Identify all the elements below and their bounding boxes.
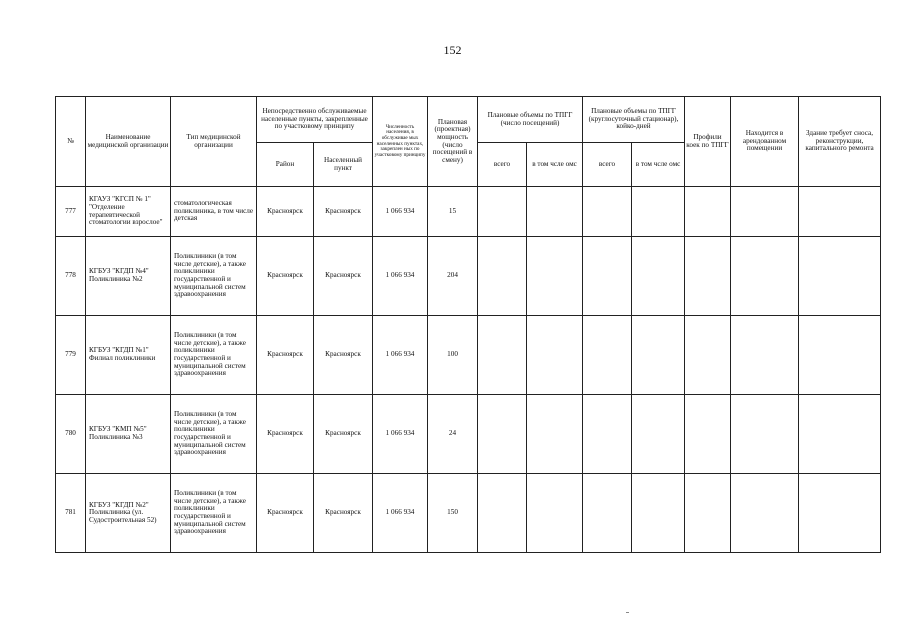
- visits-total: [478, 237, 527, 316]
- population: 1 066 934: [373, 237, 428, 316]
- header-visits: Плановые объемы по ТПГГ (число посещений): [478, 97, 583, 143]
- table-row: [56, 316, 881, 395]
- settlement: Красноярск: [314, 316, 373, 395]
- capacity: 15: [428, 187, 478, 237]
- capacity: 204: [428, 237, 478, 316]
- page-number: 152: [443, 43, 462, 57]
- visits-total: [478, 187, 527, 237]
- header-row-top: [56, 97, 881, 143]
- medical-organizations-table: [55, 96, 881, 553]
- org-type: Поликлиники (в том числе детские), а также поликлиники государственной и муниципальной систем здравоохранения: [171, 474, 257, 553]
- org-type: Поликлиники (в том числе детские), а также поликлиники государственной и муниципальной систем здравоохранения: [171, 395, 257, 474]
- capacity: 100: [428, 316, 478, 395]
- hospital-oms: [632, 187, 685, 237]
- header-district: Район: [257, 143, 314, 187]
- header-repair: Здание требует сноса, реконструкции, капитального ремонта: [799, 97, 881, 187]
- repair: [799, 316, 881, 395]
- visits-total: [478, 395, 527, 474]
- hospital-total: [583, 237, 632, 316]
- capacity: 24: [428, 395, 478, 474]
- hospital-total: [583, 395, 632, 474]
- hospital-oms: [632, 237, 685, 316]
- header-population: Численность населения, в обслуживае мых населенных пунктах, закреплен ных по участковому принципу: [373, 97, 428, 187]
- org-type: Поликлиники (в том числе детские), а также поликлиники государственной и муниципальной систем здравоохранения: [171, 237, 257, 316]
- header-hospital-total: всего: [583, 143, 632, 187]
- scan-speck: [626, 612, 629, 613]
- population: 1 066 934: [373, 395, 428, 474]
- header-hospital: Плановые объемы по ТПГГ (круглосуточный стационар), койко-дней: [583, 97, 685, 143]
- district: Красноярск: [257, 316, 314, 395]
- org-name: КГАУЗ "КГСП № 1" "Отделение терапевтической стоматологии взрослое": [86, 187, 171, 237]
- rented: [731, 474, 799, 553]
- header-org-name: Наименование медицинской организации: [86, 97, 171, 187]
- table-row: [56, 237, 881, 316]
- bed-profiles: [685, 237, 731, 316]
- visits-oms: [527, 316, 583, 395]
- population: 1 066 934: [373, 187, 428, 237]
- header-capacity: Плановая (проектная) мощность (число посещений в смену): [428, 97, 478, 187]
- rented: [731, 237, 799, 316]
- capacity: 150: [428, 474, 478, 553]
- visits-oms: [527, 187, 583, 237]
- table-row: [56, 187, 881, 237]
- row-number: 780: [56, 395, 86, 474]
- header-bed-profiles: Профили коек по ТПГГ: [685, 97, 731, 187]
- visits-oms: [527, 237, 583, 316]
- visits-oms: [527, 395, 583, 474]
- district: Красноярск: [257, 474, 314, 553]
- visits-total: [478, 474, 527, 553]
- header-visits-oms: в том чсле омс: [527, 143, 583, 187]
- header-settlement: Населенный пункт: [314, 143, 373, 187]
- hospital-total: [583, 187, 632, 237]
- population: 1 066 934: [373, 316, 428, 395]
- row-number: 778: [56, 237, 86, 316]
- rented: [731, 395, 799, 474]
- district: Красноярск: [257, 237, 314, 316]
- district: Красноярск: [257, 187, 314, 237]
- row-number: 781: [56, 474, 86, 553]
- repair: [799, 237, 881, 316]
- row-number: 779: [56, 316, 86, 395]
- header-visits-total: всего: [478, 143, 527, 187]
- rented: [731, 187, 799, 237]
- bed-profiles: [685, 187, 731, 237]
- hospital-oms: [632, 316, 685, 395]
- repair: [799, 395, 881, 474]
- visits-total: [478, 316, 527, 395]
- population: 1 066 934: [373, 474, 428, 553]
- header-hospital-oms: в том чсле омс: [632, 143, 685, 187]
- repair: [799, 474, 881, 553]
- table-row: [56, 474, 881, 553]
- row-number: 777: [56, 187, 86, 237]
- org-type: стоматологическая поликлиника, в том числе детская: [171, 187, 257, 237]
- table-row: [56, 395, 881, 474]
- hospital-total: [583, 474, 632, 553]
- header-org-type: Тип медицинской организации: [171, 97, 257, 187]
- settlement: Красноярск: [314, 395, 373, 474]
- settlement: Красноярск: [314, 187, 373, 237]
- repair: [799, 187, 881, 237]
- org-name: КГБУЗ "КГДП №2" Поликлиника (ул. Судостроительная 52): [86, 474, 171, 553]
- hospital-oms: [632, 474, 685, 553]
- settlement: Красноярск: [314, 237, 373, 316]
- bed-profiles: [685, 395, 731, 474]
- visits-oms: [527, 474, 583, 553]
- header-no: №: [56, 97, 86, 187]
- rented: [731, 316, 799, 395]
- district: Красноярск: [257, 395, 314, 474]
- settlement: Красноярск: [314, 474, 373, 553]
- header-rented: Находится в арендованном помещении: [731, 97, 799, 187]
- header-direct-service: Непосредственно обслуживаемые населенные пункты, закрепленные по участковому принципу: [257, 97, 373, 143]
- hospital-total: [583, 316, 632, 395]
- bed-profiles: [685, 474, 731, 553]
- bed-profiles: [685, 316, 731, 395]
- org-name: КГБУЗ "КМП №5" Поликлиника №3: [86, 395, 171, 474]
- org-name: КГБУЗ "КГДП №1" Филиал поликлиники: [86, 316, 171, 395]
- hospital-oms: [632, 395, 685, 474]
- org-name: КГБУЗ "КГДП №4" Поликлиника №2: [86, 237, 171, 316]
- org-type: Поликлиники (в том числе детские), а также поликлиники государственной и муниципальной систем здравоохранения: [171, 316, 257, 395]
